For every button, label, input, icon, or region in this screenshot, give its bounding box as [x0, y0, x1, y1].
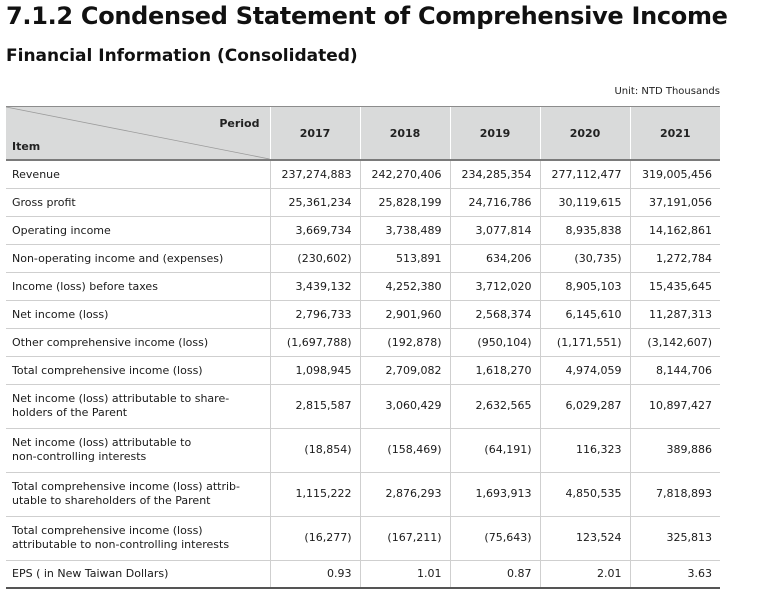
value-cell: 3,712,020 [450, 272, 540, 300]
value-cell: 389,886 [630, 428, 720, 472]
row-label: Gross profit [6, 188, 270, 216]
value-cell: 2,568,374 [450, 300, 540, 328]
period-label: Period [219, 117, 260, 130]
value-cell: 277,112,477 [540, 160, 630, 188]
value-cell: (950,104) [450, 328, 540, 356]
item-label: Item [12, 140, 41, 153]
income-statement-table [6, 106, 720, 589]
table-row [6, 300, 720, 328]
value-cell: 8,905,103 [540, 272, 630, 300]
year-header: 2021 [630, 107, 720, 161]
value-cell: 2,632,565 [450, 384, 540, 428]
table-row [6, 160, 720, 188]
value-cell: 10,897,427 [630, 384, 720, 428]
value-cell: 123,524 [540, 516, 630, 560]
value-cell: 116,323 [540, 428, 630, 472]
row-label: Non-operating income and (expenses) [6, 244, 270, 272]
header-corner-cell [6, 107, 270, 161]
year-header: 2017 [270, 107, 360, 161]
value-cell: (230,602) [270, 244, 360, 272]
value-cell: 25,361,234 [270, 188, 360, 216]
row-label: Income (loss) before taxes [6, 272, 270, 300]
value-cell: 4,850,535 [540, 472, 630, 516]
value-cell: 3,060,429 [360, 384, 450, 428]
row-label: Other comprehensive income (loss) [6, 328, 270, 356]
page-title: 7.1.2 Condensed Statement of Comprehensive Income [6, 2, 728, 30]
table-row [6, 560, 720, 588]
value-cell: 242,270,406 [360, 160, 450, 188]
table-row [6, 328, 720, 356]
value-cell: 1,693,913 [450, 472, 540, 516]
value-cell: 3,669,734 [270, 216, 360, 244]
row-label: Net income (loss) [6, 300, 270, 328]
value-cell: 2,815,587 [270, 384, 360, 428]
value-cell: 11,287,313 [630, 300, 720, 328]
value-cell: 319,005,456 [630, 160, 720, 188]
year-header: 2020 [540, 107, 630, 161]
row-label-line: holders of the Parent [12, 406, 128, 419]
value-cell: 1,115,222 [270, 472, 360, 516]
value-cell: 325,813 [630, 516, 720, 560]
row-label-line: Total comprehensive income (loss) [12, 524, 203, 537]
diagonal-divider [6, 107, 270, 159]
unit-label: Unit: NTD Thousands [614, 86, 720, 97]
table-row [6, 384, 720, 428]
table-row [6, 216, 720, 244]
value-cell: (1,171,551) [540, 328, 630, 356]
value-cell: (30,735) [540, 244, 630, 272]
value-cell: (18,854) [270, 428, 360, 472]
row-label [6, 472, 270, 516]
value-cell: 1,098,945 [270, 356, 360, 384]
value-cell: 2,709,082 [360, 356, 450, 384]
row-label-line: Net income (loss) attributable to [12, 436, 192, 449]
value-cell: 1,618,270 [450, 356, 540, 384]
value-cell: (64,191) [450, 428, 540, 472]
value-cell: (16,277) [270, 516, 360, 560]
value-cell: (158,469) [360, 428, 450, 472]
value-cell: 3,077,814 [450, 216, 540, 244]
value-cell: 0.93 [270, 560, 360, 588]
row-label [6, 516, 270, 560]
table-row [6, 272, 720, 300]
value-cell: (1,697,788) [270, 328, 360, 356]
row-label: Total comprehensive income (loss) [6, 356, 270, 384]
row-label: Operating income [6, 216, 270, 244]
row-label-line: attributable to non-controlling interests [12, 538, 230, 551]
value-cell: 3,738,489 [360, 216, 450, 244]
value-cell: 8,144,706 [630, 356, 720, 384]
value-cell: (3,142,607) [630, 328, 720, 356]
value-cell: 1.01 [360, 560, 450, 588]
value-cell: 513,891 [360, 244, 450, 272]
row-label-line: utable to shareholders of the Parent [12, 494, 211, 507]
table-row [6, 188, 720, 216]
row-label-line: Total comprehensive income (loss) attrib- [12, 480, 240, 493]
value-cell: 3.63 [630, 560, 720, 588]
table-row [6, 428, 720, 472]
table-header-row [6, 107, 720, 161]
value-cell: 6,029,287 [540, 384, 630, 428]
row-label [6, 384, 270, 428]
value-cell: 7,818,893 [630, 472, 720, 516]
value-cell: 2,901,960 [360, 300, 450, 328]
value-cell: 6,145,610 [540, 300, 630, 328]
year-header: 2019 [450, 107, 540, 161]
value-cell: 2,876,293 [360, 472, 450, 516]
table-row [6, 472, 720, 516]
value-cell: 3,439,132 [270, 272, 360, 300]
value-cell: 0.87 [450, 560, 540, 588]
value-cell: (192,878) [360, 328, 450, 356]
section-subtitle: Financial Information (Consolidated) [6, 46, 358, 66]
value-cell: 30,119,615 [540, 188, 630, 216]
value-cell: 25,828,199 [360, 188, 450, 216]
year-header: 2018 [360, 107, 450, 161]
value-cell: 634,206 [450, 244, 540, 272]
row-label: EPS ( in New Taiwan Dollars) [6, 560, 270, 588]
value-cell: 237,274,883 [270, 160, 360, 188]
value-cell: 234,285,354 [450, 160, 540, 188]
value-cell: 4,252,380 [360, 272, 450, 300]
row-label-line: Net income (loss) attributable to share- [12, 392, 230, 405]
row-label [6, 428, 270, 472]
row-label: Revenue [6, 160, 270, 188]
table-row [6, 356, 720, 384]
table-row [6, 516, 720, 560]
value-cell: 24,716,786 [450, 188, 540, 216]
value-cell: 1,272,784 [630, 244, 720, 272]
table-row [6, 244, 720, 272]
value-cell: 8,935,838 [540, 216, 630, 244]
value-cell: 15,435,645 [630, 272, 720, 300]
value-cell: 4,974,059 [540, 356, 630, 384]
row-label-line: non-controlling interests [12, 450, 147, 463]
value-cell: (75,643) [450, 516, 540, 560]
value-cell: 2,796,733 [270, 300, 360, 328]
value-cell: 2.01 [540, 560, 630, 588]
value-cell: (167,211) [360, 516, 450, 560]
value-cell: 37,191,056 [630, 188, 720, 216]
value-cell: 14,162,861 [630, 216, 720, 244]
